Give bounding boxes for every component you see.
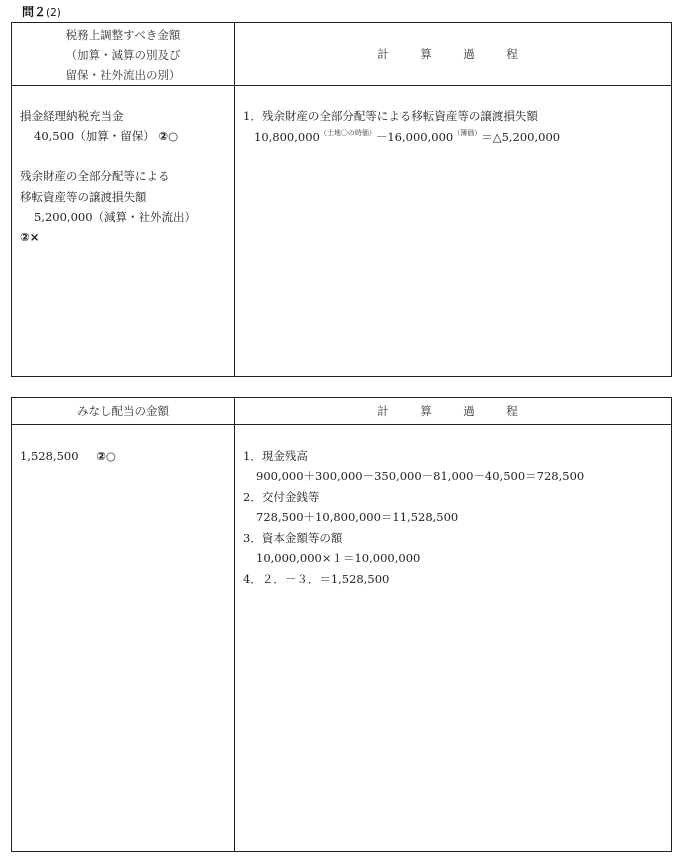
column-divider [234, 398, 235, 851]
calc-line: 1．現金残高 [243, 449, 308, 463]
calc-line: 2．交付金銭等 [243, 490, 320, 504]
problem-number: 問２ [22, 5, 47, 19]
calculation-header: 計 算 過 程 [377, 47, 528, 61]
transfer-loss-value: 5,200,000（減算・社外流出） [34, 210, 197, 224]
calc-formula: 728,500＋10,800,000＝11,528,500 [256, 510, 459, 524]
adjustment-header-left [12, 25, 234, 85]
header-line: 留保・社外流出の別） [65, 68, 181, 82]
deemed-dividend-header: みなし配当の金額 [77, 404, 169, 418]
problem-label [22, 3, 61, 20]
header-divider [12, 424, 671, 425]
calc-formula [254, 129, 560, 148]
formula-note: （簿価） [453, 129, 482, 137]
calc-line: 1．残余財産の全部分配等による移転資産等の譲渡損失額 [243, 109, 538, 123]
deemed-dividend-entry [20, 448, 116, 465]
problem-subnumber: (2) [46, 7, 61, 19]
calc-line: 3．資本金額等の額 [243, 531, 343, 545]
calculation-header: 計 算 過 程 [377, 404, 528, 418]
formula-term: －16,000,000 [375, 130, 454, 144]
deemed-dividend-table [11, 397, 672, 852]
formula-note: （土地〇の時価） [319, 129, 376, 137]
tax-provision-entry [34, 128, 178, 145]
adjustment-table [11, 22, 672, 377]
score-mark: ②○ [96, 449, 116, 463]
calc-line: 4．２．－３．＝1,528,500 [243, 572, 390, 586]
tax-provision-label: 損金経理納税充当金 [20, 109, 124, 123]
column-divider [234, 23, 235, 376]
transfer-loss-label: 移転資産等の譲渡損失額 [20, 190, 147, 204]
header-line: 税務上調整すべき金額 [65, 28, 181, 42]
calc-formula: 10,000,000×１＝10,000,000 [256, 551, 421, 565]
score-mark: ②○ [158, 129, 179, 143]
calc-formula: 900,000＋300,000－350,000－81,000－40,500＝728,500 [256, 469, 585, 483]
formula-result: ＝△5,200,000 [481, 130, 561, 144]
transfer-loss-label: 残余財産の全部分配等による [20, 169, 170, 183]
tax-provision-value: 40,500（加算・留保） [34, 129, 155, 143]
header-line: （加算・減算の別及び [65, 48, 181, 62]
header-divider [12, 85, 671, 86]
score-mark: ②× [20, 230, 40, 244]
deemed-dividend-value: 1,528,500 [20, 449, 79, 463]
formula-term: 10,800,000 [254, 130, 320, 144]
